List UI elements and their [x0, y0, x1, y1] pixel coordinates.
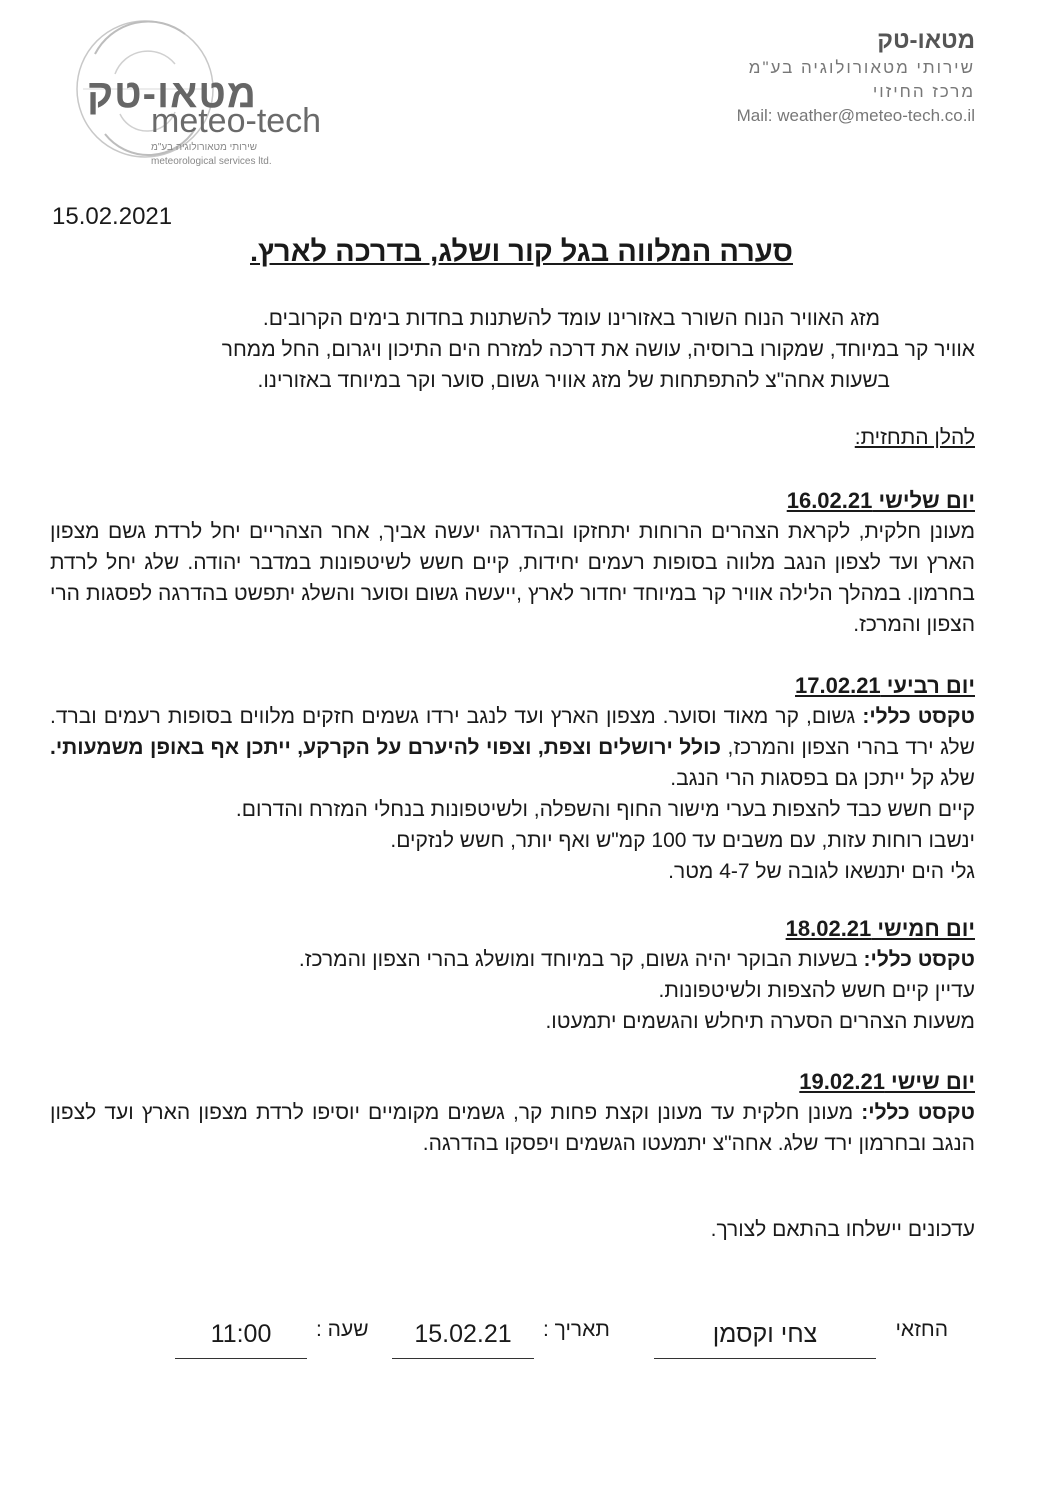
logo-subtitle-english: meteorological services ltd. — [151, 156, 272, 167]
general-text-label: טקסט כללי: — [862, 705, 975, 728]
day-text: טקסט כללי: בשעות הבוקר יהיה גשום, קר במיוחד ומושלג בהרי הצפון והמרכז. — [298, 948, 975, 971]
company-line-center: מרכז החיזוי — [872, 82, 975, 101]
forecaster-label: החזאי — [895, 1318, 948, 1341]
general-text-label: טקסט כללי: — [861, 1101, 975, 1124]
logo-subtitle-hebrew: שירותי מטאורולוגיה בע"מ — [151, 142, 257, 153]
document-title: סערה המלווה בגל קור ושלג, בדרכה לארץ. — [250, 236, 793, 268]
day-forecast-thursday — [50, 913, 975, 1037]
day-text: מעונן חלקית, לקראת הצהרים הרוחות יתחזקו ובהדרגה יעשה אביך, אחר הצהריים יחל לרדת גשם מצפון הארץ ועד לצפון הנגב מלווה בסופות רעמים יחידות, קיים חשש לשיטפונות במדבר יהודה. שלג יחל לרדת בחרמון. במהלך הלילה אוויר קר במיוחד יחדור לארץ ,ייעשה גשום וסוער והשלג יתפשט בהדרגה לפסגות הרי הצפון והמרכז. — [50, 520, 975, 636]
general-text-label: טקסט כללי: — [863, 948, 975, 971]
day-text: טקסט כללי: גשום, קר מאוד וסוער. מצפון הארץ ועד לנגב ירדו גשמים חזקים מלווים בסופות רעמים וברד. שלג ירד בהרי הצפון והמרכז, כולל ירושלים וצפת, וצפוי להיערם על הקרקע, ייתכן אף באופן משמעותי. שלג קל ייתכן גם בפסגות הרי הנגב. — [50, 705, 976, 790]
document-date: 15.02.2021 — [52, 203, 173, 230]
day-heading: יום חמישי 18.02.21 — [785, 916, 975, 941]
company-logo — [75, 14, 365, 167]
sign-time-value: 11:00 — [210, 1320, 272, 1348]
company-mail: Mail: weather@meteo-tech.co.il — [736, 106, 975, 125]
company-line-services: שירותי מטאורולוגיה בע"מ — [748, 58, 975, 77]
day-heading: יום רביעי 17.02.21 — [795, 673, 975, 698]
day-heading: יום שישי 19.02.21 — [799, 1069, 975, 1094]
logo-hebrew-text: מטאו-טק — [87, 72, 257, 116]
day-text-waves: גלי הים יתנשאו לגובה של 4-7 מטר. — [668, 860, 975, 883]
day-text-afternoon: משעות הצהרים הסערה תיחלש והגשמים יתמעטו. — [545, 1010, 975, 1033]
company-name: מטאו-טק — [877, 27, 975, 54]
intro-line-3: בשעות אחה"צ להתפתחות של מזג אוויר גשום, סוער וקר במיוחד באזורינו. — [257, 369, 890, 392]
forecaster-signature-line — [654, 1358, 876, 1359]
logo-english-text: meteo-tech — [151, 102, 322, 140]
emphasis-text: כולל ירושלים וצפת, וצפוי להיערם על הקרקע, ייתכן אף באופן משמעותי. — [50, 736, 722, 759]
intro-paragraph — [45, 303, 975, 396]
intro-line-1: מזג האוויר הנוח השורר באזורינו עומד להשתנות בחדות בימים הקרובים. — [262, 307, 880, 330]
updates-note: עדכונים יישלחו בהתאם לצורך. — [710, 1218, 975, 1241]
day-text: טקסט כללי: מעונן חלקית עד מעונן וקצת פחות קר, גשמים מקומיים יוסיפו לרדת מצפון הארץ ועד לצפון הנגב ובחרמון ירד שלג. אחה"צ יתמעטו הגשמים ויפסקו בהדרגה. — [50, 1101, 975, 1155]
time-label: שעה : — [316, 1318, 369, 1341]
date-signature-line — [392, 1358, 534, 1359]
forecast-heading: להלן התחזית: — [854, 426, 975, 449]
company-header — [655, 26, 975, 128]
day-text-wind: ינשבו רוחות עזות, עם משבים עד 100 קמ"ש ואף יותר, חשש לנזקים. — [390, 829, 975, 852]
day-heading: יום שלישי 16.02.21 — [786, 488, 975, 513]
forecaster-name: צחי וקסמן — [712, 1320, 818, 1348]
intro-line-2: אוויר קר במיוחד, שמקורו ברוסיה, עושה את דרכה למזרח הים התיכון ויגרום, החל ממחר — [221, 338, 975, 361]
day-text-flood: קיים חשש כבד להצפות בערי מישור החוף והשפלה, ולשיטפונות בנחלי המזרח והדרום. — [235, 798, 975, 821]
date-label: תאריך : — [543, 1318, 610, 1341]
day-text-flood: עדיין קיים חשש להצפות ולשיטפונות. — [658, 979, 975, 1002]
day-forecast-wednesday — [50, 670, 975, 887]
day-forecast-tuesday — [50, 485, 975, 640]
sign-date-value: 15.02.21 — [414, 1320, 512, 1348]
time-signature-line — [175, 1358, 307, 1359]
day-forecast-friday — [50, 1066, 975, 1159]
